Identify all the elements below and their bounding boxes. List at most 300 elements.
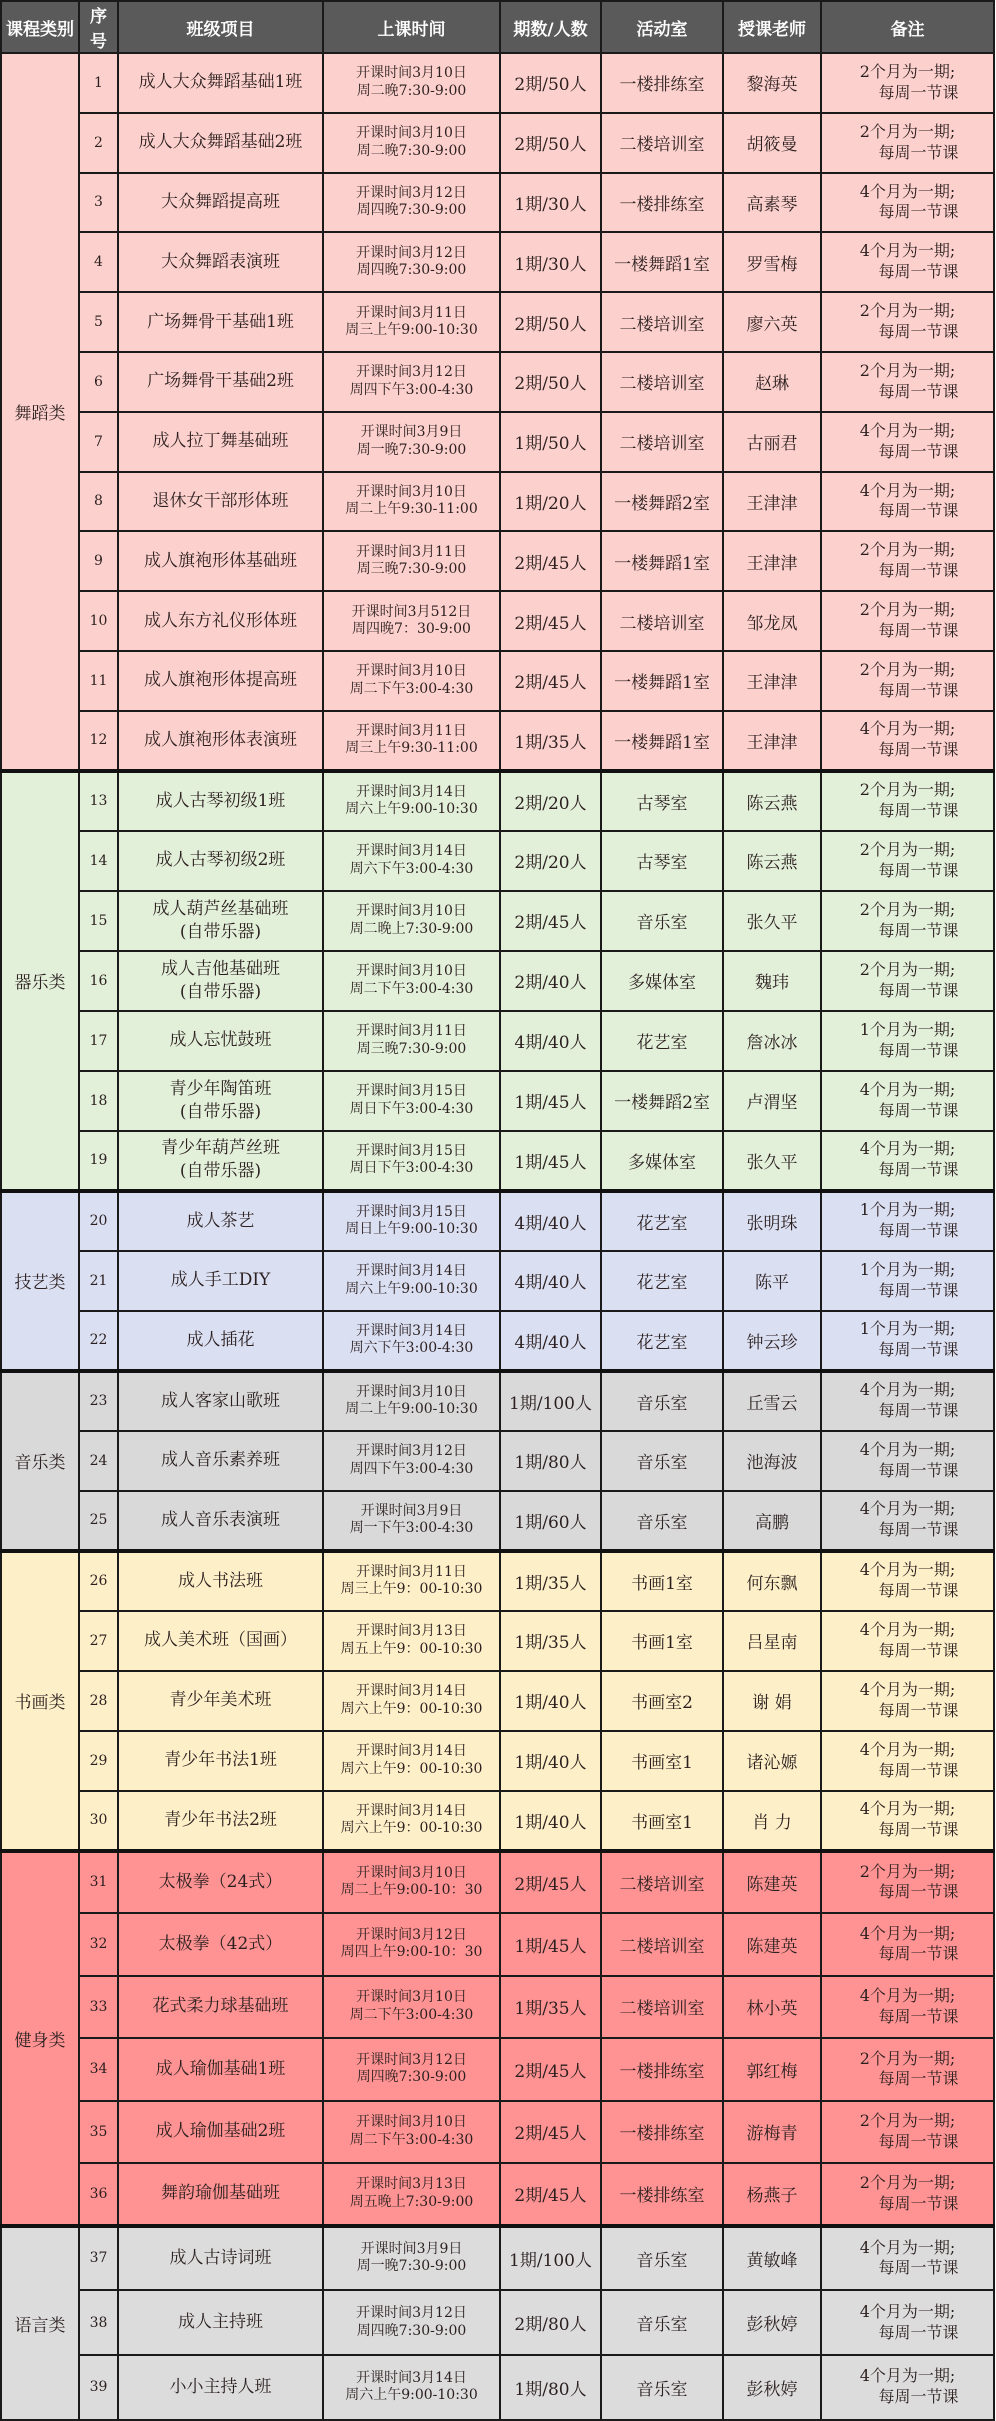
teacher-cell: 魏玮: [723, 951, 821, 1011]
teacher-cell: 彭秋婷: [723, 2355, 821, 2420]
schedule-time-cell-line: 开课时间3月11日: [356, 543, 467, 560]
note-cell: [821, 951, 994, 1011]
note-cell-line: 每周一节课: [878, 2258, 959, 2278]
class-name-cell-line: 成人古琴初级1班: [155, 790, 286, 811]
schedule-time-cell: [323, 1371, 500, 1431]
class-name-cell-line: (自带乐器): [179, 1101, 262, 1122]
class-name-cell: [118, 1011, 323, 1071]
schedule-time-cell-line: 周二下午3:00-4:30: [349, 2131, 474, 2148]
note-cell-line: 2个月为一期;: [859, 301, 956, 321]
note-cell-line: 4个月为一期;: [859, 719, 956, 739]
seq-cell: 38: [79, 2290, 118, 2355]
term-capacity-cell: 1期/35人: [500, 1611, 601, 1671]
seq-cell: 6: [79, 352, 118, 412]
note-cell-line: 1个月为一期;: [859, 1200, 956, 1220]
teacher-cell: 张久平: [723, 891, 821, 951]
schedule-time-cell-line: 周一晚7:30-9:00: [356, 441, 467, 458]
schedule-time-cell-line: 开课时间3月12日: [356, 2305, 467, 2322]
seq-cell: 5: [79, 292, 118, 352]
schedule-time-cell-line: 开课时间3月10日: [356, 65, 467, 82]
note-cell: [821, 1191, 994, 1251]
note-cell: [821, 1071, 994, 1131]
note-cell: [821, 1131, 994, 1191]
term-capacity-cell: 2期/40人: [500, 951, 601, 1011]
room-cell: 一楼舞蹈1室: [601, 232, 723, 292]
class-name-cell-line: 成人吉他基础班: [161, 958, 280, 979]
note-cell: [821, 1731, 994, 1791]
schedule-time-cell: [323, 951, 500, 1011]
note-cell-line: 每周一节课: [878, 322, 959, 342]
schedule-time-cell-line: 周二上午9:00-10:30: [345, 1401, 478, 1418]
table-row: [1, 1491, 994, 1551]
class-name-cell-line: 成人手工DIY: [170, 1270, 271, 1291]
note-cell: [821, 1491, 994, 1551]
term-capacity-cell: 2期/45人: [500, 891, 601, 951]
note-cell: [821, 472, 994, 532]
class-name-cell: [118, 1851, 323, 1914]
room-cell: 一楼排练室: [601, 2038, 723, 2101]
schedule-time-cell: [323, 1791, 500, 1851]
schedule-time-cell: [323, 591, 500, 651]
room-cell: 古琴室: [601, 771, 723, 831]
schedule-time-cell-line: 周二晚7:30-9:00: [356, 142, 467, 159]
table-row: [1, 771, 994, 831]
seq-cell: 36: [79, 2163, 118, 2226]
schedule-time-cell-line: 周三晚7:30-9:00: [356, 561, 467, 578]
teacher-cell: 陈建英: [723, 1851, 821, 1914]
note-cell-line: 每周一节课: [878, 1280, 959, 1300]
room-cell: 书画1室: [601, 1551, 723, 1611]
room-cell: 花艺室: [601, 1011, 723, 1071]
class-name-cell-line: 成人东方礼仪形体班: [144, 610, 297, 631]
note-cell-line: 4个月为一期;: [859, 1739, 956, 1759]
schedule-time-cell: [323, 2226, 500, 2291]
class-name-cell: [118, 2226, 323, 2291]
table-row: [1, 831, 994, 891]
schedule-time-cell-line: 开课时间3月13日: [356, 1623, 467, 1640]
note-cell-line: 每周一节课: [878, 1100, 959, 1120]
class-name-cell-line: 大众舞蹈提高班: [161, 192, 280, 213]
class-name-cell-line: 成人音乐素养班: [161, 1450, 280, 1471]
term-capacity-cell: 1期/50人: [500, 412, 601, 472]
class-name-cell: [118, 1431, 323, 1491]
schedule-time-cell-line: 开课时间3月11日: [356, 1563, 467, 1580]
teacher-cell: 张明珠: [723, 1191, 821, 1251]
class-name-cell-line: 成人美术班（国画）: [144, 1630, 297, 1651]
seq-cell: 9: [79, 531, 118, 591]
note-cell-line: 每周一节课: [878, 1460, 959, 1480]
table-row: [1, 711, 994, 771]
note-cell-line: 4个月为一期;: [859, 181, 956, 201]
note-cell-line: 2个月为一期;: [859, 121, 956, 141]
schedule-time-cell: [323, 412, 500, 472]
schedule-time-cell-line: 开课时间3月10日: [356, 903, 467, 920]
class-name-cell: [118, 1671, 323, 1731]
note-cell: [821, 292, 994, 352]
schedule-time-cell: [323, 1131, 500, 1191]
note-cell: [821, 651, 994, 711]
table-row: [1, 651, 994, 711]
category-label: 语言类: [1, 2226, 79, 2420]
schedule-time-cell: [323, 711, 500, 771]
class-name-cell: [118, 352, 323, 412]
schedule-time-cell-line: 开课时间3月11日: [356, 722, 467, 739]
table-row: [1, 1851, 994, 1914]
term-capacity-cell: 1期/40人: [500, 1791, 601, 1851]
note-cell-line: 每周一节课: [878, 2006, 959, 2026]
term-capacity-cell: 2期/45人: [500, 1851, 601, 1914]
schedule-time-cell-line: 周二晚上7:30-9:00: [349, 920, 474, 937]
room-cell: 一楼舞蹈1室: [601, 531, 723, 591]
note-cell-line: 4个月为一期;: [859, 2301, 956, 2321]
schedule-time-cell-line: 开课时间3月10日: [356, 2114, 467, 2131]
class-name-cell: [118, 472, 323, 532]
note-cell-line: 4个月为一期;: [859, 1679, 956, 1699]
class-name-cell-line: 成人客家山歌班: [161, 1390, 280, 1411]
teacher-cell: 陈云燕: [723, 831, 821, 891]
category-label: 技艺类: [1, 1191, 79, 1371]
term-capacity-cell: 4期/40人: [500, 1251, 601, 1311]
note-cell-line: 4个月为一期;: [859, 1139, 956, 1159]
term-capacity-cell: 1期/80人: [500, 1431, 601, 1491]
class-name-cell: [118, 173, 323, 233]
note-cell: [821, 1311, 994, 1371]
seq-cell: 27: [79, 1611, 118, 1671]
room-cell: 一楼排练室: [601, 2163, 723, 2226]
term-capacity-cell: 4期/40人: [500, 1011, 601, 1071]
note-cell-line: 2个月为一期;: [859, 660, 956, 680]
class-name-cell: [118, 1371, 323, 1431]
table-row: [1, 1071, 994, 1131]
note-cell-line: 4个月为一期;: [859, 1560, 956, 1580]
note-cell: [821, 1976, 994, 2039]
teacher-cell: 罗雪梅: [723, 232, 821, 292]
schedule-time-cell-line: 周六上午9：00-10:30: [340, 1820, 483, 1837]
class-name-cell-line: 成人拉丁舞基础班: [152, 431, 289, 452]
table-row: [1, 1251, 994, 1311]
schedule-time-cell-line: 周四上午9:00-10：30: [340, 1944, 483, 1961]
schedule-time-cell: [323, 1913, 500, 1976]
seq-cell: 14: [79, 831, 118, 891]
term-capacity-cell: 2期/50人: [500, 292, 601, 352]
schedule-time-cell: [323, 531, 500, 591]
room-cell: 二楼培训室: [601, 1851, 723, 1914]
table-row: [1, 352, 994, 412]
note-cell: [821, 1371, 994, 1431]
schedule-time-cell-line: 周六下午3:00-4:30: [349, 860, 474, 877]
note-cell-line: 每周一节课: [878, 1160, 959, 1180]
teacher-cell: 肖 力: [723, 1791, 821, 1851]
class-name-cell: [118, 831, 323, 891]
schedule-time-cell: [323, 2038, 500, 2101]
note-cell-line: 每周一节课: [878, 1944, 959, 1964]
note-cell: [821, 2290, 994, 2355]
room-cell: 音乐室: [601, 2226, 723, 2291]
note-cell-line: 1个月为一期;: [859, 1259, 956, 1279]
room-cell: 一楼排练室: [601, 2101, 723, 2164]
schedule-time-cell-line: 周二上午9:30-11:00: [345, 501, 478, 518]
note-cell-line: 2个月为一期;: [859, 62, 956, 82]
seq-cell: 28: [79, 1671, 118, 1731]
table-row: [1, 292, 994, 352]
note-cell-line: 2个月为一期;: [859, 1861, 956, 1881]
seq-cell: 15: [79, 891, 118, 951]
note-cell-line: 4个月为一期;: [859, 1499, 956, 1519]
room-cell: 音乐室: [601, 1371, 723, 1431]
note-cell-line: 4个月为一期;: [859, 1079, 956, 1099]
note-cell-line: 1个月为一期;: [859, 1319, 956, 1339]
table-row: [1, 1976, 994, 2039]
note-cell: [821, 831, 994, 891]
note-cell-line: 每周一节课: [878, 2193, 959, 2213]
schedule-time-cell-line: 周六上午9：00-10:30: [340, 1700, 483, 1717]
note-cell: [821, 1791, 994, 1851]
term-capacity-cell: 2期/45人: [500, 591, 601, 651]
schedule-time-cell-line: 周二下午3:00-4:30: [349, 2006, 474, 2023]
table-row: [1, 2290, 994, 2355]
seq-cell: 37: [79, 2226, 118, 2291]
note-cell-line: 每周一节课: [878, 621, 959, 641]
note-cell-line: 2个月为一期;: [859, 2111, 956, 2131]
schedule-time-cell-line: 周六上午9:00-10:30: [345, 1280, 478, 1297]
term-capacity-cell: 2期/45人: [500, 2101, 601, 2164]
class-name-cell: [118, 1913, 323, 1976]
note-cell-line: 每周一节课: [878, 1401, 959, 1421]
note-cell: [821, 1551, 994, 1611]
room-cell: 一楼舞蹈2室: [601, 472, 723, 532]
class-name-cell: [118, 2101, 323, 2164]
note-cell-line: 每周一节课: [878, 2069, 959, 2089]
teacher-cell: 林小英: [723, 1976, 821, 2039]
note-cell-line: 2个月为一期;: [859, 361, 956, 381]
seq-cell: 24: [79, 1431, 118, 1491]
class-name-cell-line: 青少年美术班: [169, 1690, 272, 1711]
seq-cell: 2: [79, 113, 118, 173]
note-cell: [821, 771, 994, 831]
room-cell: 多媒体室: [601, 1131, 723, 1191]
schedule-time-cell: [323, 1191, 500, 1251]
header-seq: 序号: [79, 1, 118, 53]
schedule-time-cell-line: 周四晚7：30-9:00: [352, 621, 471, 638]
note-cell-line: 4个月为一期;: [859, 241, 956, 261]
room-cell: 一楼排练室: [601, 53, 723, 113]
term-capacity-cell: 2期/80人: [500, 2290, 601, 2355]
note-cell-line: 4个月为一期;: [859, 1619, 956, 1639]
note-cell-line: 4个月为一期;: [859, 1380, 956, 1400]
class-name-cell: [118, 1976, 323, 2039]
header-time: 上课时间: [323, 1, 500, 53]
room-cell: 音乐室: [601, 1491, 723, 1551]
room-cell: 二楼培训室: [601, 1976, 723, 2039]
schedule-time-cell-line: 开课时间3月9日: [360, 424, 463, 441]
class-name-cell: [118, 591, 323, 651]
class-name-cell-line: 太极拳（42式）: [158, 1933, 283, 1954]
schedule-time-cell: [323, 1851, 500, 1914]
schedule-time-cell: [323, 1491, 500, 1551]
note-cell: [821, 891, 994, 951]
note-cell: [821, 412, 994, 472]
class-name-cell: [118, 1071, 323, 1131]
class-name-cell-line: 成人古琴初级2班: [155, 850, 286, 871]
note-cell: [821, 1431, 994, 1491]
term-capacity-cell: 2期/20人: [500, 771, 601, 831]
schedule-time-cell-line: 开课时间3月14日: [356, 2369, 467, 2386]
schedule-time-cell-line: 周二下午3:00-4:30: [349, 680, 474, 697]
room-cell: 音乐室: [601, 2355, 723, 2420]
schedule-time-cell-line: 周四下午3:00-4:30: [349, 381, 474, 398]
note-cell: [821, 1251, 994, 1311]
schedule-time-cell-line: 开课时间3月12日: [356, 364, 467, 381]
seq-cell: 21: [79, 1251, 118, 1311]
room-cell: 一楼舞蹈1室: [601, 711, 723, 771]
class-name-cell: [118, 1191, 323, 1251]
note-cell-line: 4个月为一期;: [859, 1986, 956, 2006]
seq-cell: 8: [79, 472, 118, 532]
room-cell: 二楼培训室: [601, 113, 723, 173]
class-name-cell: [118, 1131, 323, 1191]
note-cell: [821, 53, 994, 113]
note-cell: [821, 173, 994, 233]
class-name-cell-line: 成人书法班: [178, 1570, 263, 1591]
schedule-time-cell-line: 开课时间3月10日: [356, 1989, 467, 2006]
teacher-cell: 赵琳: [723, 352, 821, 412]
class-name-cell-line: 成人大众舞蹈基础2班: [138, 132, 303, 153]
class-name-cell-line: 成人旗袍形体表演班: [144, 729, 297, 750]
table-row: [1, 1791, 994, 1851]
schedule-time-cell-line: 开课时间3月14日: [356, 783, 467, 800]
schedule-time-cell-line: 周六上午9:00-10:30: [345, 2387, 478, 2404]
schedule-time-cell-line: 周二下午3:00-4:30: [349, 980, 474, 997]
teacher-cell: 杨燕子: [723, 2163, 821, 2226]
schedule-time-cell-line: 开课时间3月14日: [356, 1322, 467, 1339]
schedule-time-cell-line: 开课时间3月12日: [356, 2051, 467, 2068]
schedule-time-cell-line: 开课时间3月512日: [351, 603, 472, 620]
note-cell-line: 每周一节课: [878, 1340, 959, 1360]
teacher-cell: 彭秋婷: [723, 2290, 821, 2355]
table-row: [1, 1611, 994, 1671]
header-qty: 期数/人数: [500, 1, 601, 53]
seq-cell: 30: [79, 1791, 118, 1851]
category-label: 健身类: [1, 1851, 79, 2226]
schedule-time-cell-line: 周一晚7:30-9:00: [356, 2258, 467, 2275]
seq-cell: 10: [79, 591, 118, 651]
room-cell: 音乐室: [601, 2290, 723, 2355]
table-row: [1, 891, 994, 951]
room-cell: 二楼培训室: [601, 591, 723, 651]
schedule-time-cell-line: 周二上午9:00-10：30: [340, 1882, 483, 1899]
class-name-cell: [118, 1311, 323, 1371]
term-capacity-cell: 2期/50人: [500, 352, 601, 412]
class-name-cell-line: 退休女干部形体班: [152, 491, 289, 511]
room-cell: 一楼舞蹈1室: [601, 651, 723, 711]
note-cell: [821, 1913, 994, 1976]
class-name-cell: [118, 531, 323, 591]
note-cell-line: 每周一节课: [878, 202, 959, 222]
seq-cell: 13: [79, 771, 118, 831]
teacher-cell: 池海波: [723, 1431, 821, 1491]
table-row: [1, 1431, 994, 1491]
seq-cell: 23: [79, 1371, 118, 1431]
note-cell-line: 4个月为一期;: [859, 1923, 956, 1943]
class-name-cell: [118, 2290, 323, 2355]
term-capacity-cell: 1期/35人: [500, 1551, 601, 1611]
seq-cell: 33: [79, 1976, 118, 2039]
class-name-cell-line: 成人茶艺: [186, 1210, 255, 1231]
header-name: 班级项目: [118, 1, 323, 53]
class-name-cell-line: 青少年葫芦丝班: [161, 1138, 280, 1159]
schedule-time-cell-line: 周四晚7:30-9:00: [356, 2069, 467, 2086]
schedule-time-cell-line: 开课时间3月9日: [360, 2240, 463, 2257]
room-cell: 一楼舞蹈2室: [601, 1071, 723, 1131]
seq-cell: 12: [79, 711, 118, 771]
schedule-time-cell: [323, 1611, 500, 1671]
schedule-time-cell-line: 周三上午9:30-11:00: [345, 740, 478, 757]
table-row: [1, 2226, 994, 2291]
schedule-time-cell-line: 开课时间3月10日: [356, 125, 467, 142]
class-name-cell: [118, 1551, 323, 1611]
schedule-time-cell-line: 周六上午9：00-10:30: [340, 1760, 483, 1777]
term-capacity-cell: 1期/30人: [500, 232, 601, 292]
room-cell: 一楼排练室: [601, 173, 723, 233]
schedule-time-cell: [323, 1251, 500, 1311]
term-capacity-cell: 1期/30人: [500, 173, 601, 233]
teacher-cell: 高素琴: [723, 173, 821, 233]
note-cell-line: 每周一节课: [878, 2322, 959, 2342]
schedule-time-cell-line: 开课时间3月10日: [356, 663, 467, 680]
term-capacity-cell: 1期/45人: [500, 1131, 601, 1191]
class-name-cell-line: 成人旗袍形体基础班: [144, 550, 297, 571]
schedule-time-cell-line: 开课时间3月14日: [356, 1683, 467, 1700]
note-cell: [821, 2163, 994, 2226]
teacher-cell: 王津津: [723, 531, 821, 591]
note-cell-line: 2个月为一期;: [859, 839, 956, 859]
schedule-time-cell-line: 周四下午3:00-4:30: [349, 1460, 474, 1477]
table-row: [1, 53, 994, 113]
seq-cell: 35: [79, 2101, 118, 2164]
note-cell-line: 每周一节课: [878, 1221, 959, 1241]
schedule-time-cell-line: 周日上午9:00-10:30: [345, 1221, 478, 1238]
term-capacity-cell: 2期/20人: [500, 831, 601, 891]
teacher-cell: 詹冰冰: [723, 1011, 821, 1071]
schedule-time-cell-line: 开课时间3月12日: [356, 244, 467, 261]
term-capacity-cell: 2期/45人: [500, 651, 601, 711]
schedule-time-cell-line: 开课时间3月10日: [356, 1383, 467, 1400]
class-name-cell: [118, 1791, 323, 1851]
class-name-cell-line: 小小主持人班: [169, 2376, 272, 2397]
teacher-cell: 游梅青: [723, 2101, 821, 2164]
note-cell: [821, 1611, 994, 1671]
class-name-cell-line: 成人古诗词班: [169, 2247, 272, 2268]
note-cell-line: 每周一节课: [878, 1760, 959, 1780]
table-row: [1, 1131, 994, 1191]
teacher-cell: 邹龙凤: [723, 591, 821, 651]
class-name-cell: [118, 2163, 323, 2226]
note-cell: [821, 2038, 994, 2101]
note-cell-line: 2个月为一期;: [859, 899, 956, 919]
term-capacity-cell: 4期/40人: [500, 1311, 601, 1371]
schedule-time-cell: [323, 292, 500, 352]
schedule-time-cell-line: 开课时间3月13日: [356, 2176, 467, 2193]
class-name-cell: [118, 113, 323, 173]
table-row: [1, 113, 994, 173]
table-row: [1, 951, 994, 1011]
schedule-time-cell-line: 周四晚7:30-9:00: [356, 262, 467, 279]
note-cell-line: 1个月为一期;: [859, 1019, 956, 1039]
class-name-cell: [118, 2038, 323, 2101]
table-row: [1, 591, 994, 651]
room-cell: 二楼培训室: [601, 412, 723, 472]
teacher-cell: 古丽君: [723, 412, 821, 472]
